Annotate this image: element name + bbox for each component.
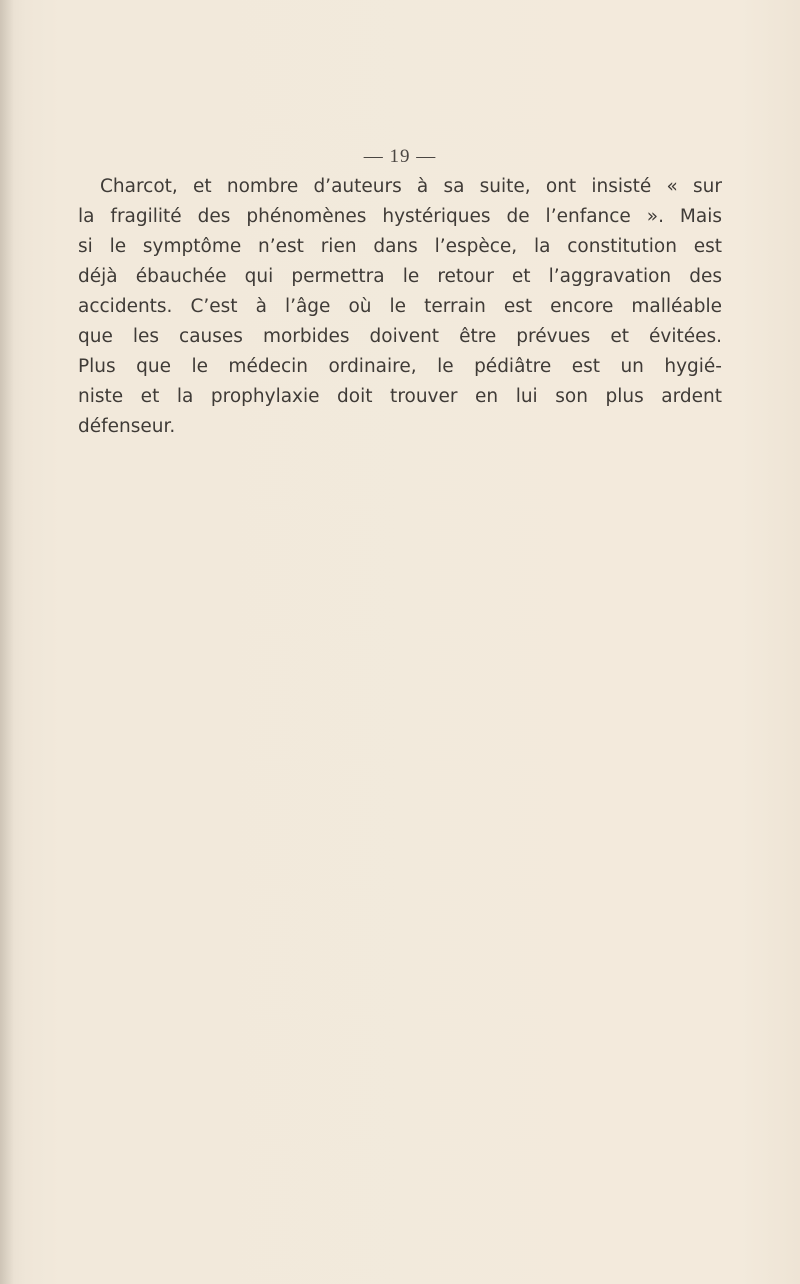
page-number: — 19 — <box>363 146 437 167</box>
paragraph-line: la fragilité des phénomènes hystériques de l’enfance ». Mais <box>78 206 722 227</box>
paragraph-line: accidents. C’est à l’âge où le terrain est encore malléable <box>78 296 722 317</box>
paragraph-line: Plus que le médecin ordinaire, le pédiâtre est un hygié- <box>78 356 722 377</box>
paragraph-line: que les causes morbides doivent être prévues et évitées. <box>78 326 722 347</box>
body-paragraph <box>78 172 722 442</box>
paragraph-line: si le symptôme n’est rien dans l’espèce, la constitution est <box>78 236 722 257</box>
paragraph-line: défenseur. <box>78 416 176 437</box>
paragraph-line: Charcot, et nombre d’auteurs à sa suite, ont insisté « sur <box>100 176 722 197</box>
paragraph-line: niste et la prophylaxie doit trouver en lui son plus ardent <box>78 386 722 407</box>
paragraph-line: déjà ébauchée qui permettra le retour et l’aggravation des <box>78 266 722 287</box>
page-edge-shadow <box>0 0 14 1284</box>
